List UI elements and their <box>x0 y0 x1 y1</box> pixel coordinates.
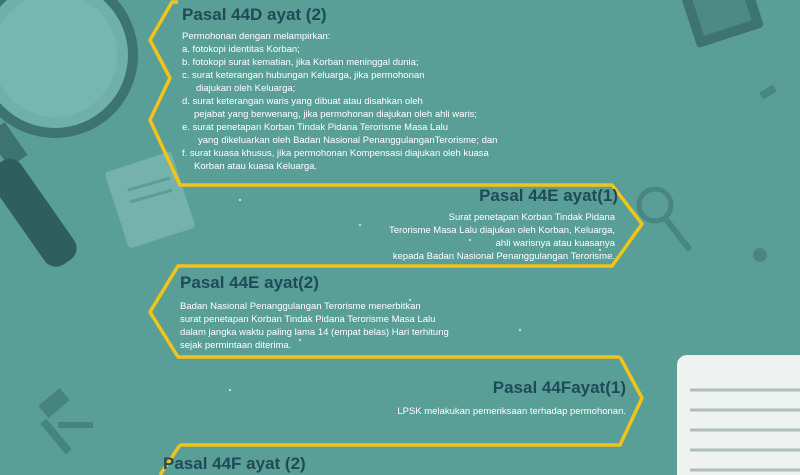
line: Korban atau kuasa Keluarga. <box>194 161 318 172</box>
body-44d-2 <box>182 30 497 173</box>
line: d. surat keterangan waris yang dibuat atau disahkan oleh <box>182 96 423 107</box>
line: Terorisme Masa Lalu diajukan oleh Korban, Keluarga, <box>388 225 615 236</box>
paper-icon <box>677 355 800 475</box>
sparkle-icon <box>639 85 777 262</box>
frame-44f-1 <box>180 357 642 445</box>
body-44e-2 <box>180 300 449 352</box>
line: b. fotokopi surat kematian, jika Korban meninggal dunia; <box>182 57 419 68</box>
line: Permohonan dengan melampirkan: <box>182 31 331 42</box>
title-44e-2: Pasal 44E ayat(2) <box>180 273 319 292</box>
line: diajukan oleh Keluarga; <box>196 83 296 94</box>
title-44f-2: Pasal 44F ayat (2) <box>163 454 306 473</box>
title-44e-1: Pasal 44E ayat(1) <box>479 186 618 205</box>
line: dalam jangka waktu paling lama 14 (empat belas) Hari terhitung <box>180 327 449 338</box>
line: LPSK melakukan pemeriksaan terhadap permohonan. <box>397 406 626 417</box>
book-icon <box>679 0 764 48</box>
line: yang dikeluarkan oleh Badan Nasional PenanggulanganTerorisme; dan <box>198 135 498 146</box>
title-44f-1: Pasal 44Fayat(1) <box>492 378 626 397</box>
line: ahli warisnya atau kuasanya <box>495 238 615 249</box>
line: surat penetapan Korban Tindak Pidana Terorisme Masa Lalu <box>180 314 436 325</box>
line: kepada Badan Nasional Penanggulangan Terorisme. <box>392 251 615 262</box>
line: a. fotokopi identitas Korban; <box>182 44 300 55</box>
gavel-icon <box>38 388 93 455</box>
line: c. surat keterangan hubungan Keluarga, jika permohonan <box>182 70 425 81</box>
title-44d-2: Pasal 44D ayat (2) <box>182 5 327 24</box>
line: f. surat kuasa khusus, jika permohonan Kompensasi diajukan oleh kuasa <box>182 148 489 159</box>
line: e. surat penetapan Korban Tindak Pidana Terorisme Masa Lalu <box>182 122 448 133</box>
line: Badan Nasional Penanggulangan Terorisme menerbitkan <box>180 301 421 312</box>
body-44f-1 <box>300 405 626 418</box>
body-44e-1 <box>300 211 615 263</box>
magnifier-icon <box>0 0 133 272</box>
line: Surat penetapan Korban Tindak Pidana <box>448 212 615 223</box>
line: pejabat yang berwenang, jika permohonan diajukan oleh ahli waris; <box>194 109 478 120</box>
line: sejak permintaan diterima. <box>180 340 292 351</box>
